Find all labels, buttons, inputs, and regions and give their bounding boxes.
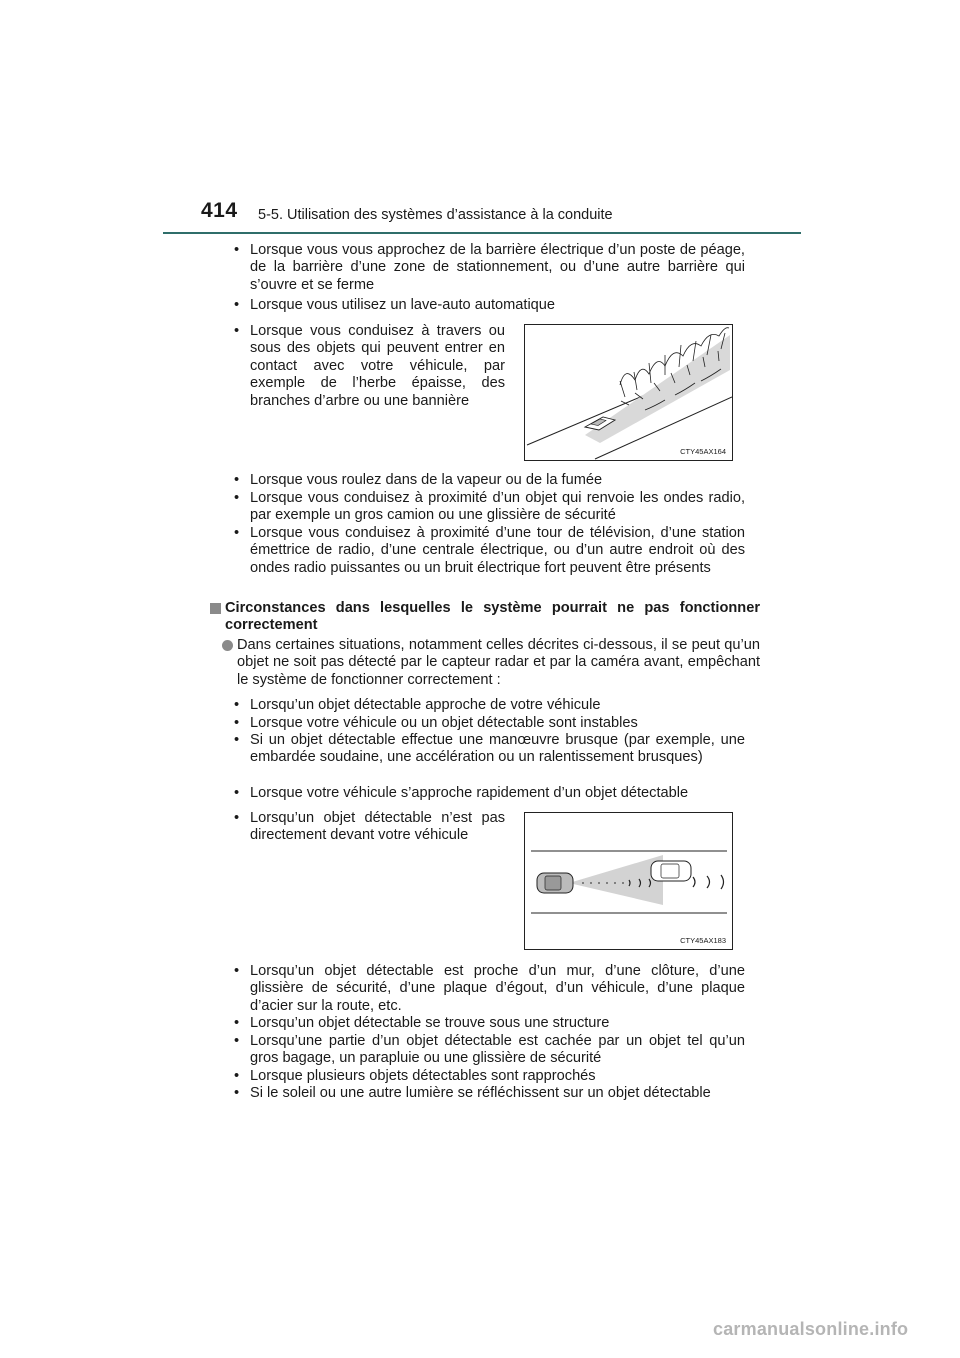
section-title: 5-5. Utilisation des systèmes d’assistance à la conduite — [258, 207, 613, 223]
bullet-item — [233, 697, 745, 714]
bullet-text: Lorsque votre véhicule s’approche rapidement d’un objet détectable — [250, 785, 689, 801]
footer-watermark: carmanualsonline.info — [713, 1319, 909, 1339]
car-under-vegetation-illustration — [525, 325, 732, 460]
bullet-item — [233, 1085, 745, 1102]
bullet-text: Lorsque votre véhicule ou un objet détectable sont instables — [250, 715, 638, 731]
paragraph-text: Dans certaines situations, notamment celles décrites ci-dessous, il se peut qu’un objet ne soit pas détecté par le capteur radar et par la caméra avant, empêchant le système de fonctionner correctement : — [237, 637, 760, 688]
figure-code: CTY45AX183 — [680, 936, 726, 945]
bullet-text: Lorsque vous conduisez à proximité d’un objet qui renvoie les ondes radio, par exemple un gros camion ou une glissière de sécurité — [250, 490, 745, 524]
bullet-item — [233, 963, 745, 1015]
bullet-item — [233, 490, 745, 525]
bullet-item — [233, 732, 745, 767]
bullet-item — [233, 715, 745, 732]
bullet-item — [233, 242, 745, 294]
bullet-text: Lorsqu’un objet détectable n’est pas directement devant votre véhicule — [250, 810, 505, 844]
target-car-icon — [651, 861, 691, 881]
bullet-text: Lorsque vous roulez dans de la vapeur ou de la fumée — [250, 472, 603, 488]
bullet-item — [233, 810, 505, 845]
bullet-text: Si le soleil ou une autre lumière se réfléchissent sur un objet détectable — [250, 1085, 711, 1101]
bullet-text: Lorsqu’un objet détectable est proche d’un mur, d’une clôture, d’une glissière de sécurité, d’une plaque d’égout, d’un véhicule, d’une plaque d’acier sur la route, etc. — [250, 963, 745, 1014]
bullet-text: Lorsque plusieurs objets détectables sont rapprochés — [250, 1068, 596, 1084]
bullet-text: Lorsque vous utilisez un lave-auto automatique — [250, 297, 556, 313]
bullet-text: Lorsqu’une partie d’un objet détectable est cachée par un objet tel qu’un gros bagage, un parapluie ou une glissière de sécurité — [250, 1033, 745, 1067]
bullet-text: Lorsque vous conduisez à travers ou sous des objets qui peuvent entrer en contact avec votre véhicule, par exemple de l’herbe épaisse, des branches d’arbre ou une bannière — [250, 323, 505, 409]
host-car-icon — [537, 873, 573, 893]
offset-vehicle-radar-illustration — [525, 813, 732, 949]
header-rule — [163, 232, 801, 234]
bullet-item — [233, 1068, 745, 1085]
section-paragraph — [222, 637, 760, 689]
bullet-text: Lorsque vous conduisez à proximité d’une tour de télévision, d’une station émettrice de radio, d’une centrale électrique, ou d’un autre endroit où des ondes radio puissantes ou un bruit électrique fort peuvent être présents — [250, 525, 745, 576]
bullet-item — [233, 297, 745, 314]
page-number: 414 — [201, 199, 238, 222]
bullet-text: Lorsque vous vous approchez de la barrière électrique d’un poste de péage, de la barrière d’une zone de stationnement, ou d’une autre barrière qui s’ouvre et se ferme — [250, 242, 745, 293]
bullet-item — [233, 323, 505, 410]
bullet-text: Lorsqu’un objet détectable approche de votre véhicule — [250, 697, 601, 713]
bullet-item — [233, 785, 745, 802]
section-heading — [210, 600, 760, 635]
bullet-item — [233, 472, 745, 489]
figure-offset-vehicle — [524, 812, 733, 950]
bullet-text: Lorsqu’un objet détectable se trouve sous une structure — [250, 1015, 610, 1031]
bullet-text: Si un objet détectable effectue une manœuvre brusque (par exemple, une embardée soudaine, une accélération ou un ralentissement brusques) — [250, 732, 745, 766]
circle-bullet-icon — [222, 640, 233, 651]
section-heading-text: Circonstances dans lesquelles le système pourrait ne pas fonctionner correctement — [225, 600, 760, 634]
figure-vegetation — [524, 324, 733, 461]
square-bullet-icon — [210, 603, 221, 614]
bullet-item — [233, 1015, 745, 1032]
figure-code: CTY45AX164 — [680, 447, 726, 456]
bullet-item — [233, 1033, 745, 1068]
bullet-item — [233, 525, 745, 577]
